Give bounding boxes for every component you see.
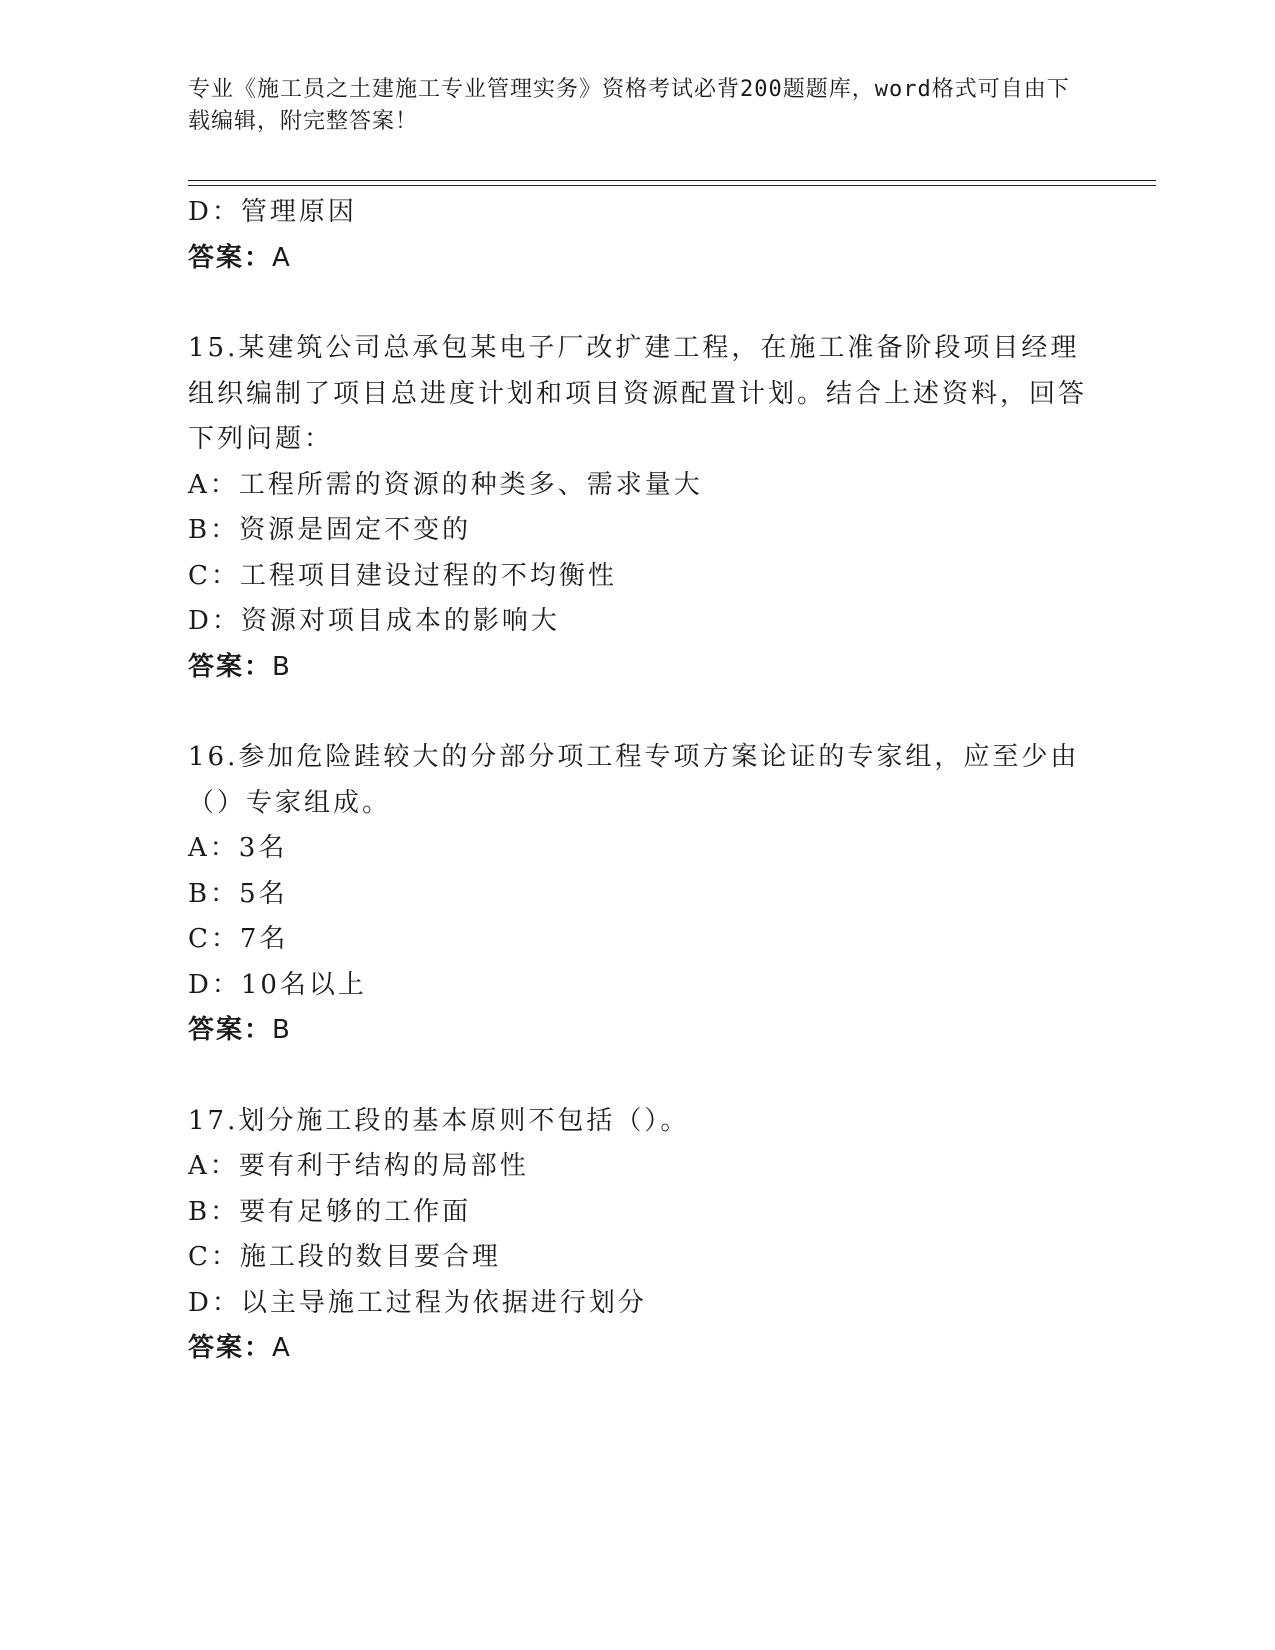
answer-line [188, 1326, 1088, 1372]
option-b: B：资源是固定不变的 [188, 515, 472, 545]
answer-line [188, 236, 1088, 282]
question-list [188, 190, 1088, 1372]
answer-value: A [272, 1333, 292, 1363]
option-d: D：以主导施工过程为依据进行划分 [188, 1287, 647, 1318]
question-stem: 16.参加危险跬较大的分部分项工程专项方案论证的专家组，应至少由（）专家组成。 [188, 742, 1080, 818]
answer-value: A [272, 242, 292, 273]
option-d: D：10名以上 [188, 969, 367, 1000]
answer-label: 答案： [188, 1015, 273, 1045]
answer-line [188, 645, 1088, 691]
question-15 [188, 326, 1088, 690]
option-b: B：5名 [188, 878, 288, 909]
question-16 [188, 735, 1088, 1054]
question-stem: 17.划分施工段的基本原则不包括（）。 [188, 1105, 690, 1136]
document-header: 专业《施工员之土建施工专业管理实务》资格考试必背200题题库，word格式可自由下载编辑，附完整答案！ [188, 77, 1070, 134]
question-stem: 15.某建筑公司总承包某电子厂改扩建工程，在施工准备阶段项目经理组织编制了项目总进度计划和项目资源配置计划。结合上述资料，回答下列问题： [188, 333, 1088, 454]
answer-value: B [272, 1015, 292, 1045]
answer-label: 答案： [188, 242, 273, 273]
option-a: A：工程所需的资源的种类多、需求量大 [188, 469, 703, 500]
option-a: A：要有利于结构的局部性 [188, 1151, 529, 1181]
answer-value: B [272, 651, 292, 682]
question-17 [188, 1099, 1088, 1372]
option-b: B：要有足够的工作面 [188, 1196, 472, 1227]
option-c: C：工程项目建设过程的不均衡性 [188, 560, 617, 591]
header-divider-bottom [188, 185, 1156, 186]
answer-label: 答案： [188, 1333, 273, 1363]
header-divider-top [188, 180, 1156, 181]
option-a: A：3名 [188, 833, 288, 863]
option-c: C：施工段的数目要合理 [188, 1242, 501, 1272]
option-d: D：管理原因 [188, 197, 357, 227]
answer-line [188, 1008, 1088, 1054]
option-d: D：资源对项目成本的影响大 [188, 606, 560, 636]
option-c: C：7名 [188, 924, 289, 954]
answer-label: 答案： [188, 651, 273, 682]
